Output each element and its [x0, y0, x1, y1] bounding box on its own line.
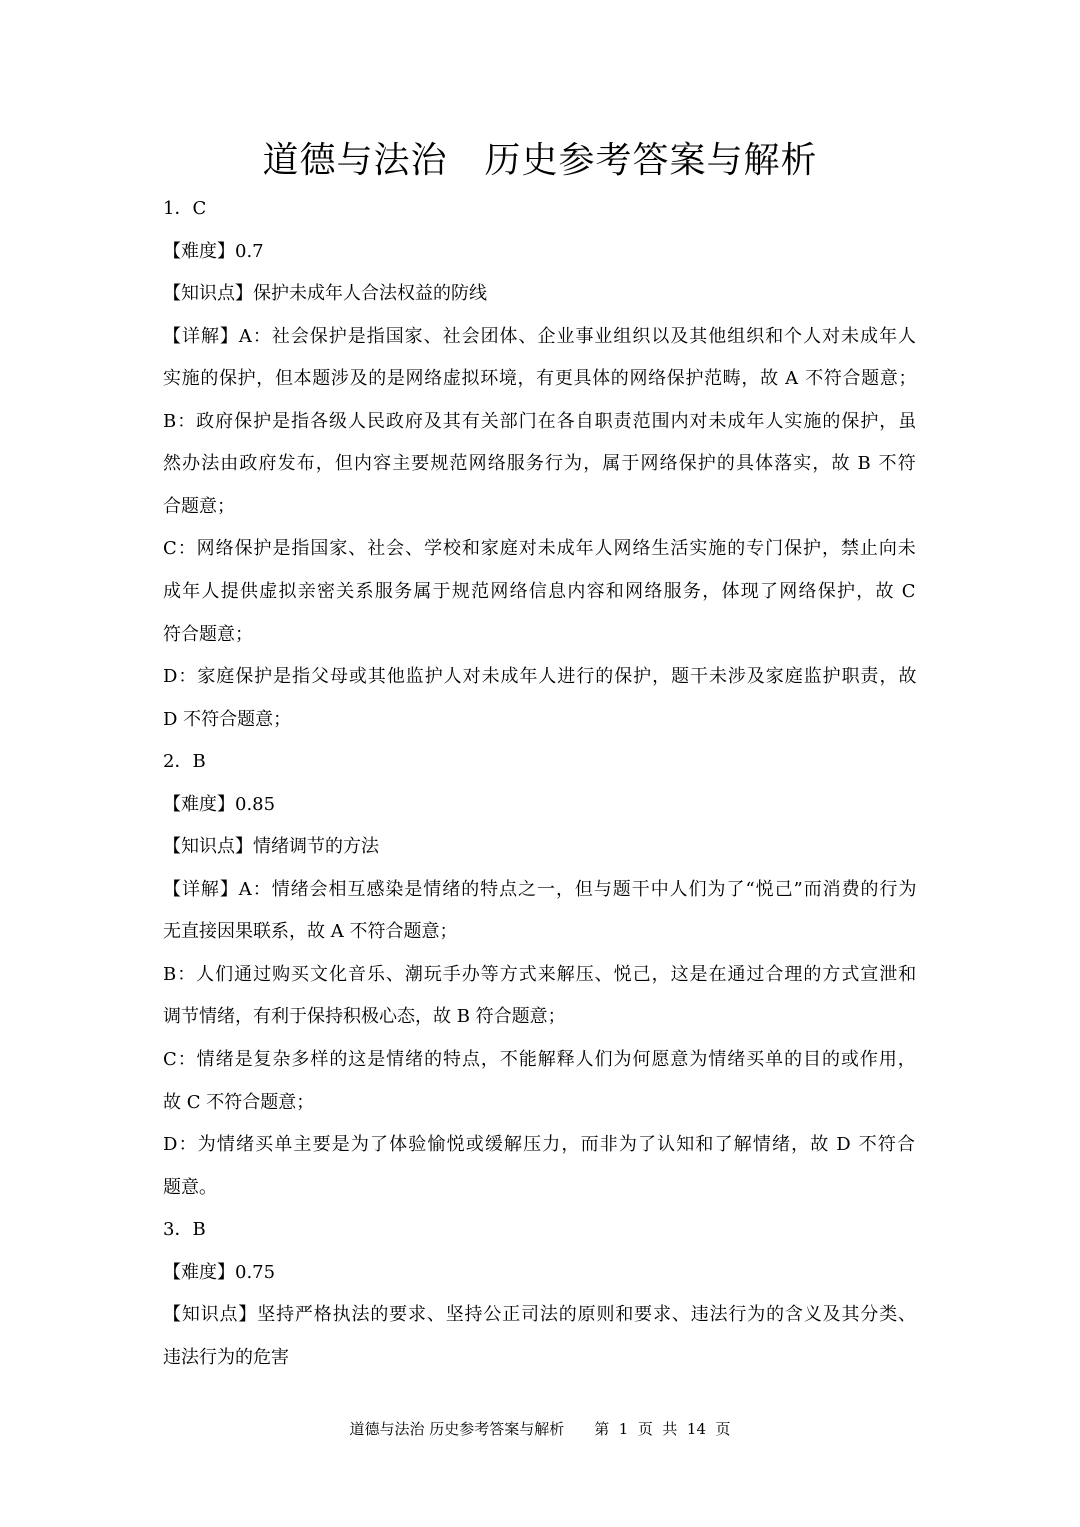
text-line: 【知识点】坚持严格执法的要求、坚持公正司法的原则和要求、违法行为的含义及其分类、: [163, 1304, 917, 1326]
text-line: 题意。: [163, 1176, 217, 1198]
text-line: B：人们通过购买文化音乐、潮玩手办等方式来解压、悦己，这是在通过合理的方式宣泄和: [163, 963, 918, 985]
text-line: 实施的保护，但本题涉及的是网络虚拟环境，有更具体的网络保护范畴，故 A 不符合题意；: [163, 368, 918, 390]
text-line: 违法行为的危害: [163, 1346, 289, 1368]
text-line: 然办法由政府发布，但内容主要规范网络服务行为，属于网络保护的具体落实，故 B 不符: [163, 453, 917, 475]
text-line: 【难度】0.85: [163, 793, 276, 815]
text-line: C：网络保护是指国家、社会、学校和家庭对未成年人网络生活实施的专门保护，禁止向未: [163, 538, 917, 560]
text-line: 1．C: [163, 198, 207, 219]
text-line: 【难度】0.75: [163, 1261, 276, 1283]
text-line: 2．B: [163, 751, 206, 773]
text-line: 合题意；: [163, 495, 235, 517]
page-title: 道德与法治 历史参考答案与解析: [262, 140, 818, 181]
text-line: C：情绪是复杂多样的这是情绪的特点，不能解释人们为何愿意为情绪买单的目的或作用，: [163, 1049, 917, 1070]
text-line: 【详解】A：情绪会相互感染是情绪的特点之一，但与题干中人们为了“悦己”而消费的行为: [163, 878, 918, 900]
text-line: 成年人提供虚拟亲密关系服务属于规范网络信息内容和网络服务，体现了网络保护，故 C: [163, 581, 917, 602]
text-line: 无直接因果联系，故 A 不符合题意；: [163, 921, 458, 943]
text-line: 【详解】A：社会保护是指国家、社会团体、企业事业组织以及其他组织和个人对未成年人: [163, 325, 918, 347]
text-line: 【知识点】保护未成年人合法权益的防线: [163, 283, 487, 305]
text-line: B：政府保护是指各级人民政府及其有关部门在各自职责范围内对未成年人实施的保护，虽: [163, 410, 918, 432]
text-line: D：家庭保护是指父母或其他监护人对未成年人进行的保护，题干未涉及家庭监护职责，故: [163, 666, 918, 687]
text-line: D 不符合题意；: [163, 708, 292, 730]
page-footer: 道德与法治 历史参考答案与解析 第 1 页 共 14 页: [349, 1420, 731, 1438]
text-line: 调节情绪，有利于保持积极心态，故 B 符合题意；: [163, 1006, 566, 1028]
text-line: D：为情绪买单主要是为了体验愉悦或缓解压力，而非为了认知和了解情绪，故 D 不符合: [163, 1134, 917, 1156]
text-line: 3．B: [163, 1219, 206, 1241]
text-line: 【难度】0.7: [163, 240, 264, 262]
text-line: 故 C 不符合题意；: [163, 1091, 315, 1113]
text-line: 【知识点】情绪调节的方法: [163, 836, 379, 858]
text-line: 符合题意；: [163, 623, 253, 645]
